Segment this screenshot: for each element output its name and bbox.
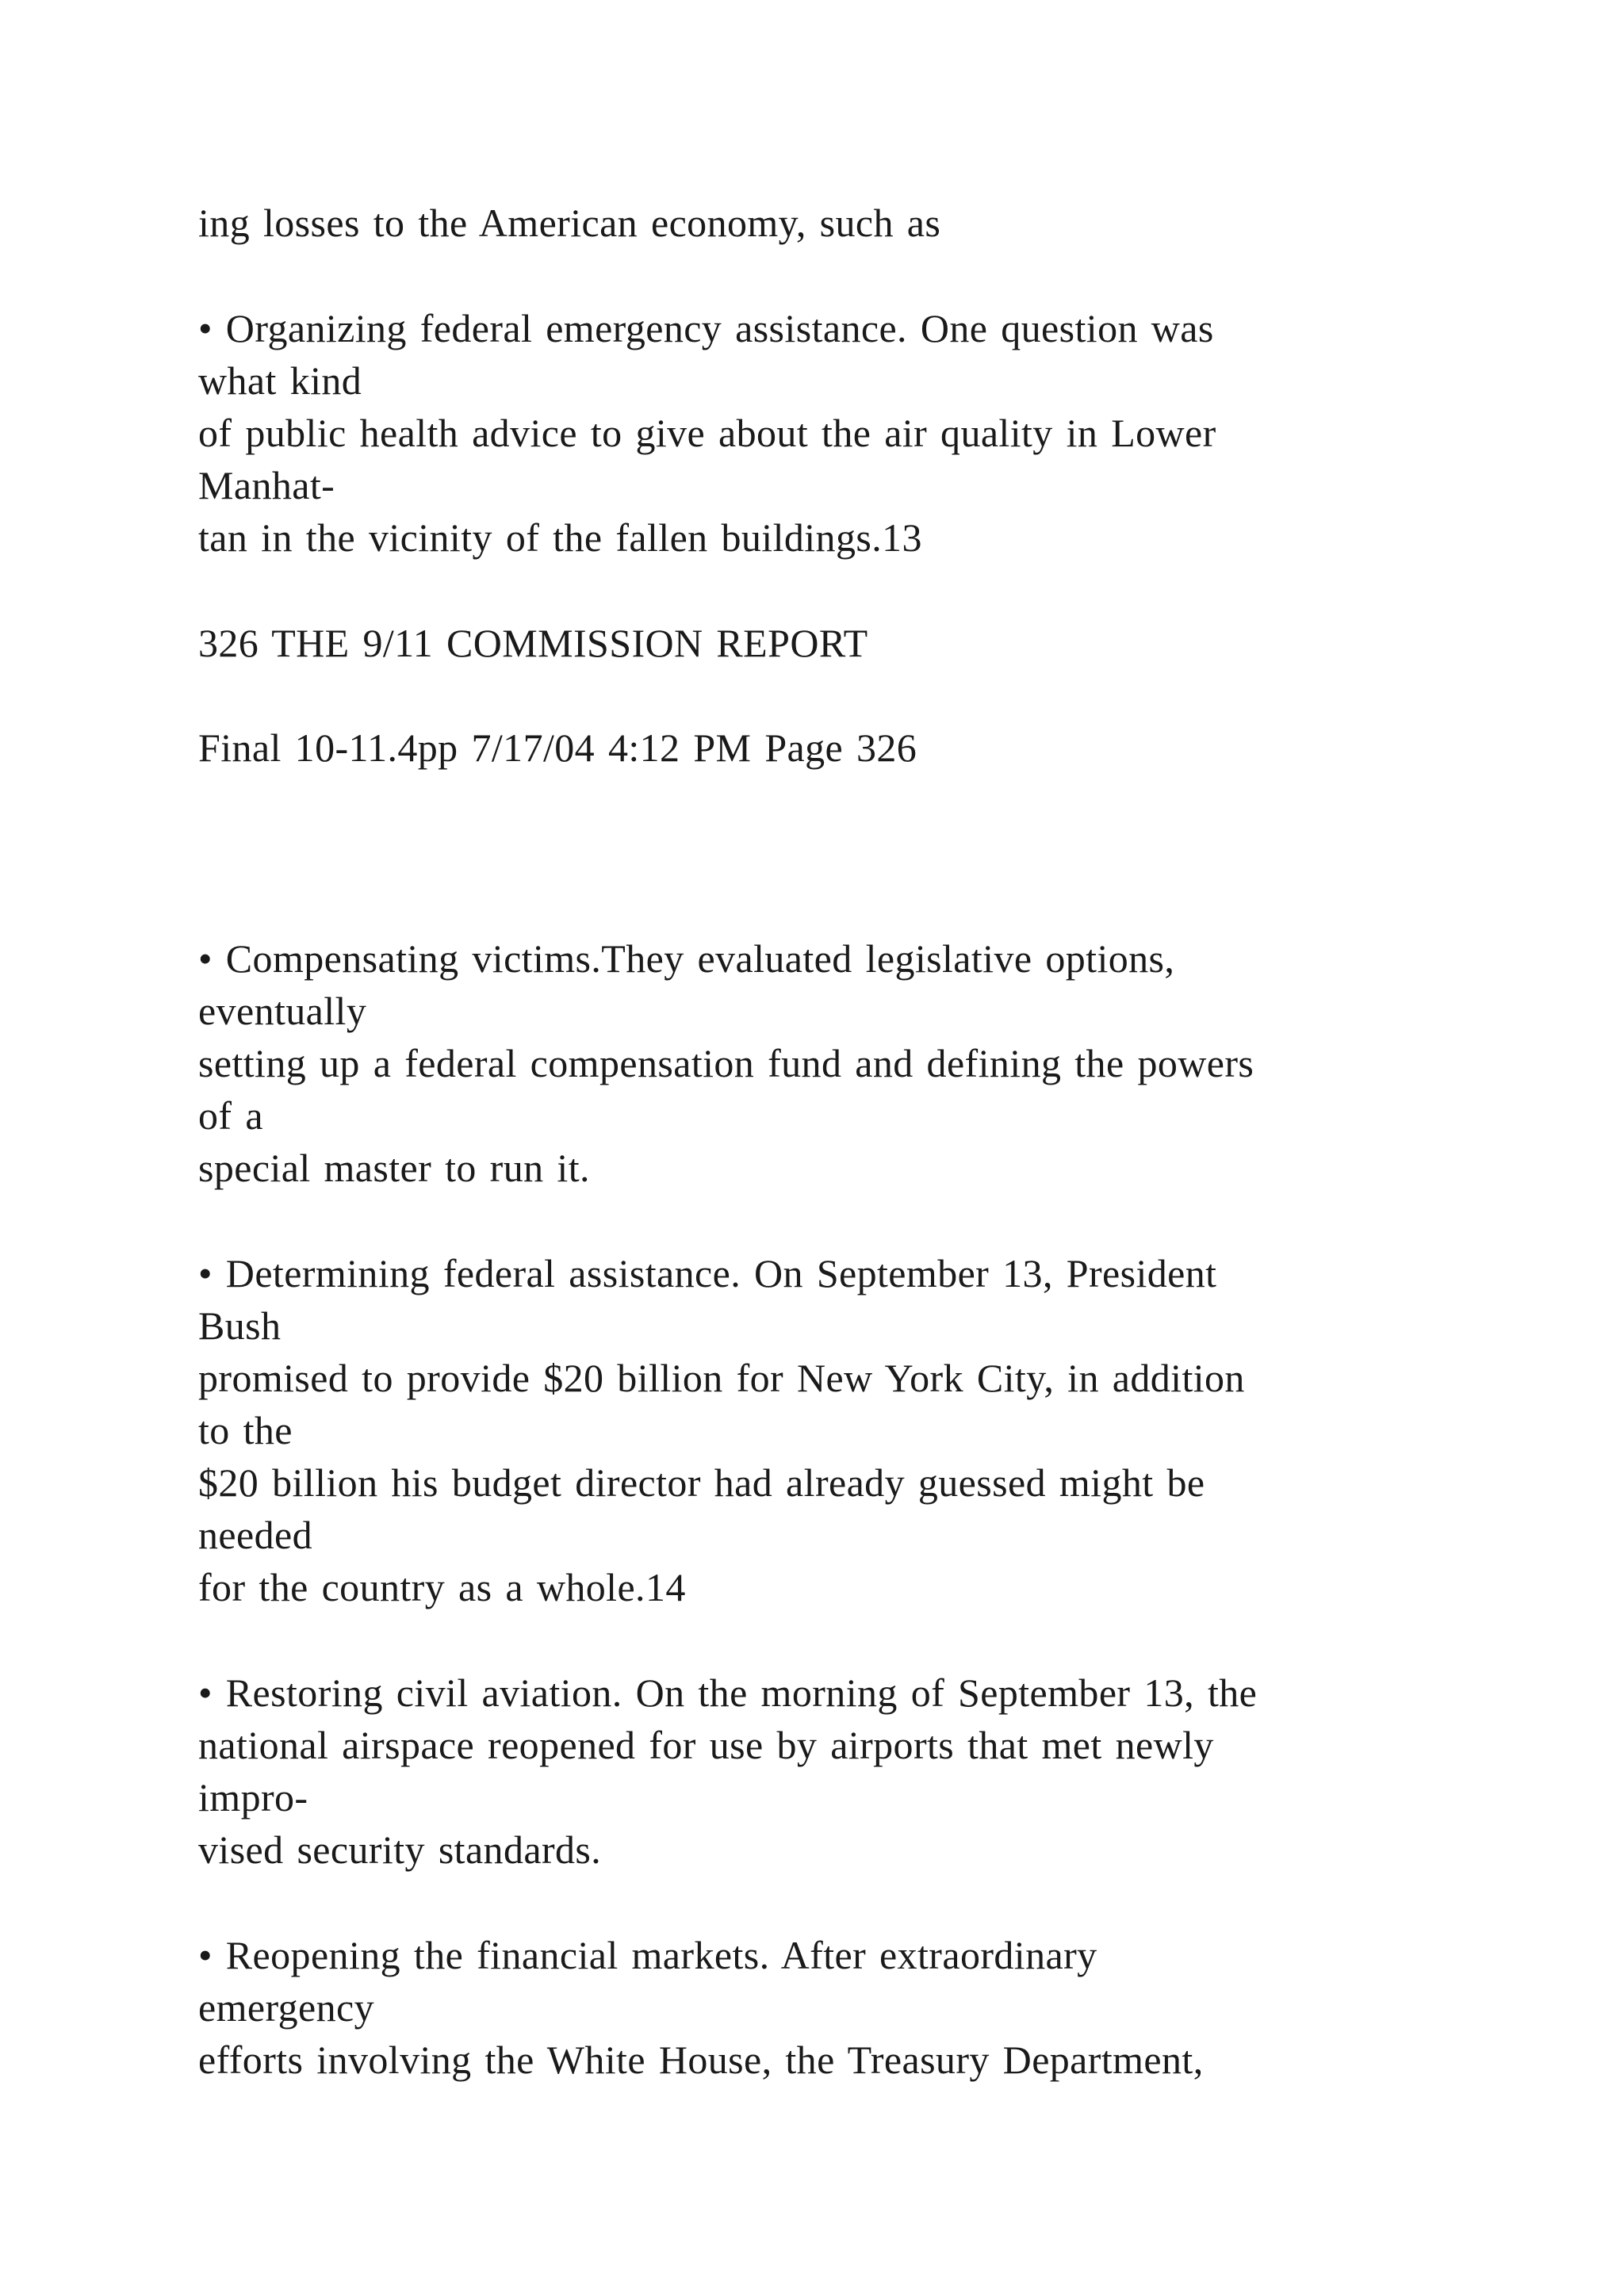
text-line: • Restoring civil aviation. On the morning of September 13, the [198, 1670, 1258, 1715]
text-line: of public health advice to give about the air quality in Lower [198, 411, 1216, 455]
print-slug: Final 10-11.4pp 7/17/04 4:12 PM Page 326 [198, 725, 917, 770]
text-line: of a [198, 1093, 263, 1138]
text-line: promised to provide $20 billion for New York City, in addition [198, 1356, 1245, 1400]
text-line: • Compensating victims.They evaluated legislative options, [198, 936, 1175, 981]
text-line: • Organizing federal emergency assistance. One question was [198, 306, 1214, 350]
text-line: Manhat- [198, 463, 335, 507]
text-line: tan in the vicinity of the fallen buildings.13 [198, 515, 922, 560]
text-line: national airspace reopened for use by airports that met newly [198, 1723, 1214, 1767]
text-line: $20 billion his budget director had already guessed might be [198, 1460, 1205, 1505]
text-line: vised security standards. [198, 1827, 602, 1872]
text-line: to the [198, 1408, 293, 1452]
text-line: what kind [198, 358, 362, 403]
text-line: Bush [198, 1303, 282, 1348]
text-line: needed [198, 1513, 312, 1557]
text-line: efforts involving the White House, the Treasury Department, [198, 2038, 1204, 2082]
text-line: eventually [198, 989, 367, 1033]
text-line: emergency [198, 1985, 375, 2030]
text-line: for the country as a whole.14 [198, 1565, 686, 1609]
text-line: ing losses to the American economy, such as [198, 201, 941, 245]
text-line: • Determining federal assistance. On September 13, President [198, 1251, 1217, 1295]
text-line: • Reopening the financial markets. After extraordinary [198, 1933, 1097, 1977]
text-line: setting up a federal compensation fund and defining the powers [198, 1041, 1254, 1085]
page-footer: 326 THE 9/11 COMMISSION REPORT [198, 621, 868, 665]
text-line: special master to run it. [198, 1146, 590, 1190]
text-line: impro- [198, 1775, 308, 1820]
